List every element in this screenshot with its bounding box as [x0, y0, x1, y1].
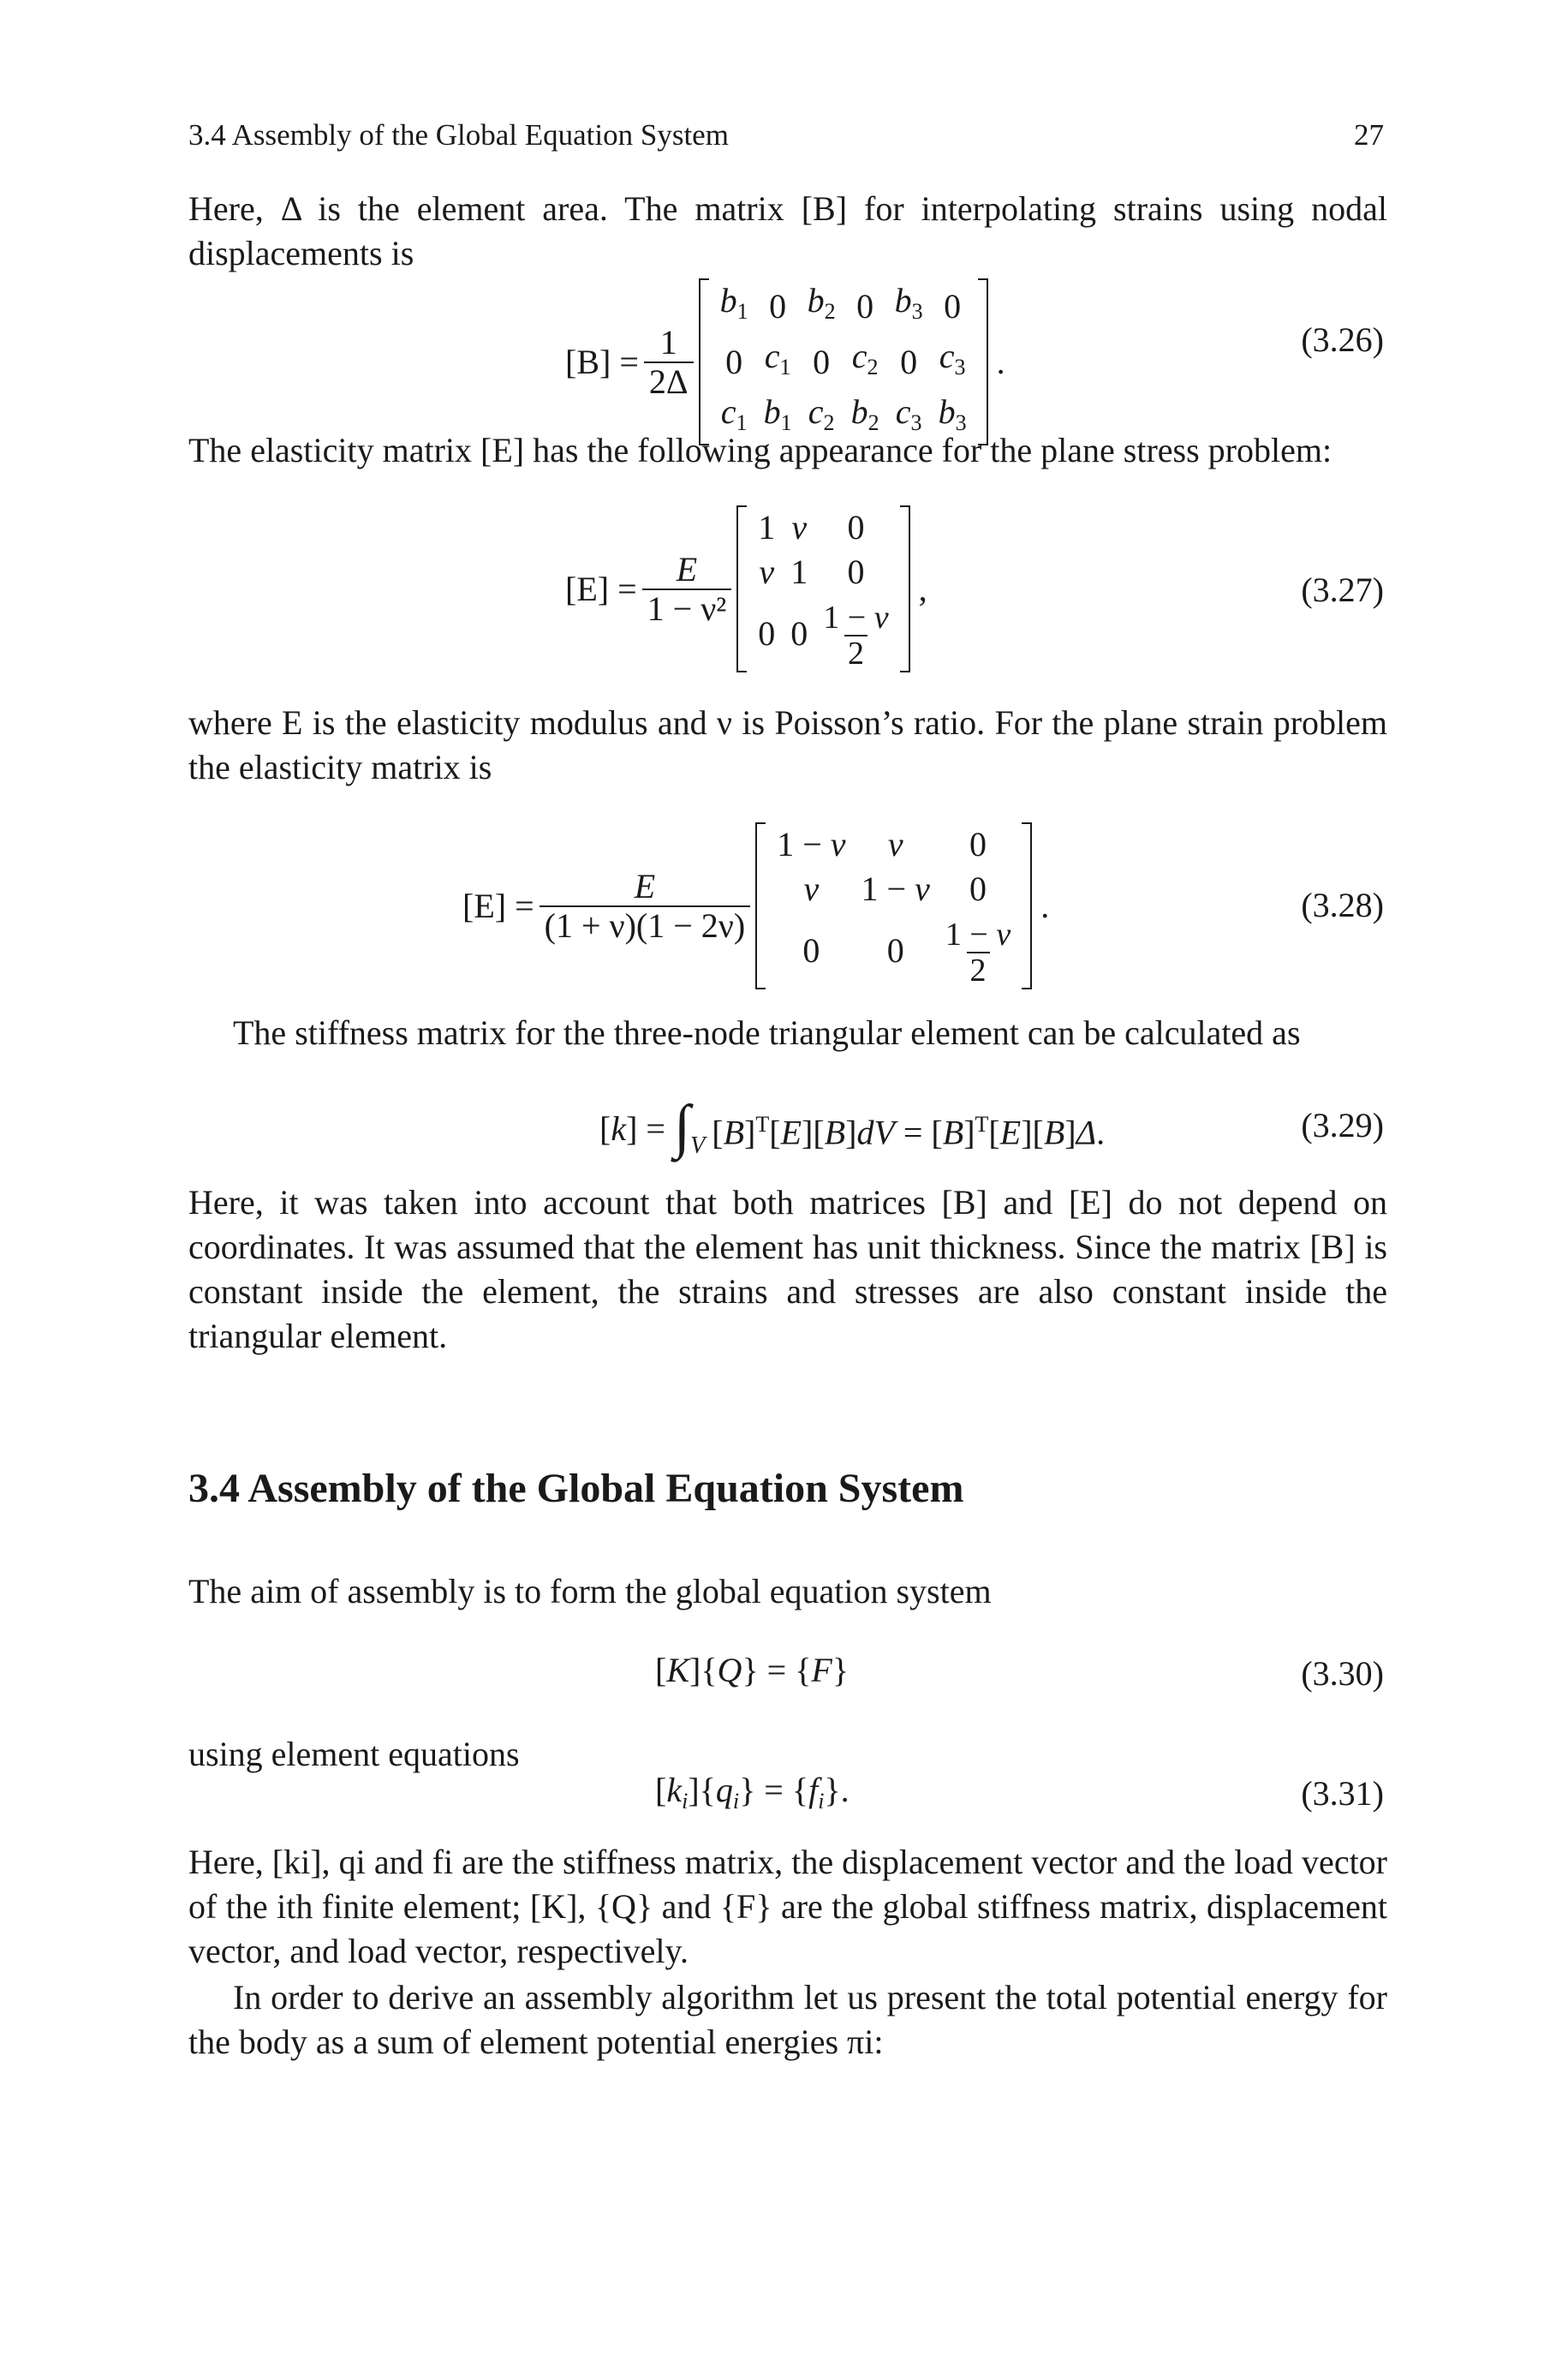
- equation-3-31: $[k_i]\{q_i\} = \{f_i\}$.: [655, 1771, 850, 1813]
- integral-icon: ∫: [673, 1094, 691, 1160]
- paragraph-constant-strains: Here, it was taken into account that both matrices [B] and [E] do not depend on coordinates. It was assumed that the element has unit thickness. Since the matrix [B] is constant inside the element, the strains and stresses are also constant inside the triangular element.: [188, 1183, 1387, 1355]
- paragraph-assembly-aim: The aim of assembly is to form the global equation system: [188, 1572, 992, 1610]
- equation-number-3-27: (3.27): [1301, 571, 1384, 609]
- eq-3-26-matrix: $b_1$ 0 $b_2$ 0 $b_3$ 0 0 $c_1$ 0 $c_2$ 0 $c_3$ $c_1$ $b_1$ $c_2$ $b_2$ $c_3$ $b_3$: [699, 278, 988, 445]
- equation-number-3-30: (3.30): [1301, 1654, 1384, 1693]
- equation-3-28: [E] = $\frac{E}{(1 + \nu)(1 - 2\nu)}$ 1 − ν ν 0 ν 1 − ν 0 0 0 $\frac{1 - \nu}{2}$ .: [462, 822, 1049, 989]
- equation-3-26: [B] = $\frac{1}{2\Delta}$ $b_1$ 0 $b_2$ 0 $b_3$ 0 0 $c_1$ 0 $c_2$ 0 $c_3$ $c_1$ $b_1$ $c_2$ $b_2$ $c_3$ $b_3$ .: [565, 278, 1005, 445]
- paragraph-stiffness-intro: The stiffness matrix for the three-node triangular element can be calculated as: [233, 1013, 1301, 1052]
- equation-number-3-29: (3.29): [1301, 1106, 1384, 1144]
- eq-3-27-lhs: [E] =: [565, 569, 637, 608]
- paragraph-plane-stress: The elasticity matrix [E] has the following appearance for the plane stress problem:: [188, 431, 1333, 469]
- eq-3-28-matrix: 1 − ν ν 0 ν 1 − ν 0 0 0 $\frac{1 - \nu}{2}$: [755, 822, 1032, 989]
- eq-3-26-lhs: [B] =: [565, 342, 639, 381]
- paragraph-element-equations: using element equations: [188, 1735, 520, 1773]
- equation-number-3-26: (3.26): [1301, 320, 1384, 359]
- eq-3-28-lhs: [E] =: [462, 886, 534, 925]
- equation-number-3-31: (3.31): [1301, 1774, 1384, 1813]
- equation-3-30: [K]{Q} = {F}: [655, 1651, 850, 1689]
- eq-3-26-coefficient: $\frac{1}{2\Delta}$: [644, 326, 694, 399]
- equation-3-29: [k] = ∫ V $[B]^T[E][B]dV = [B]^T[E][B]\Delta$.: [599, 1094, 1106, 1160]
- eq-3-28-coefficient: $\frac{E}{(1 + \nu)(1 - 2\nu)}$: [540, 869, 751, 943]
- page-number: 27: [1354, 118, 1384, 152]
- eq-3-27-matrix: 1 ν 0 ν 1 0 0 0 $\frac{1 - \nu}{2}$: [736, 505, 909, 672]
- eq-3-27-coefficient: $\frac{E}{\text{1 − ν²}}$: [642, 553, 732, 626]
- paragraph-intro-b-matrix: Here, Δ is the element area. The matrix [B] for interpolating strains using nodal displacements is: [188, 189, 1387, 272]
- equation-3-27: [E] = $\frac{E}{\text{1 − ν²}}$ 1 ν 0 ν 1 0 0 0 $\frac{1 - \nu}{2}$ ,: [565, 505, 927, 672]
- paragraph-potential-energy: In order to derive an assembly algorithm let us present the total potential energy for the body as a sum of element potential energies πi:: [188, 1978, 1387, 2061]
- paragraph-plane-strain: where E is the elasticity modulus and ν is Poisson’s ratio. For the plane strain problem the elasticity matrix is: [188, 703, 1387, 786]
- paragraph-definitions: Here, [ki], qi and fi are the stiffness matrix, the displacement vector and the load vector of the ith finite element; [K], {Q} and {F} are the global stiffness matrix, displacement vector, and load vector, respectively.: [188, 1843, 1387, 1970]
- equation-number-3-28: (3.28): [1301, 886, 1384, 924]
- running-head: 3.4 Assembly of the Global Equation System: [188, 118, 729, 152]
- section-heading: 3.4 Assembly of the Global Equation System: [188, 1466, 964, 1511]
